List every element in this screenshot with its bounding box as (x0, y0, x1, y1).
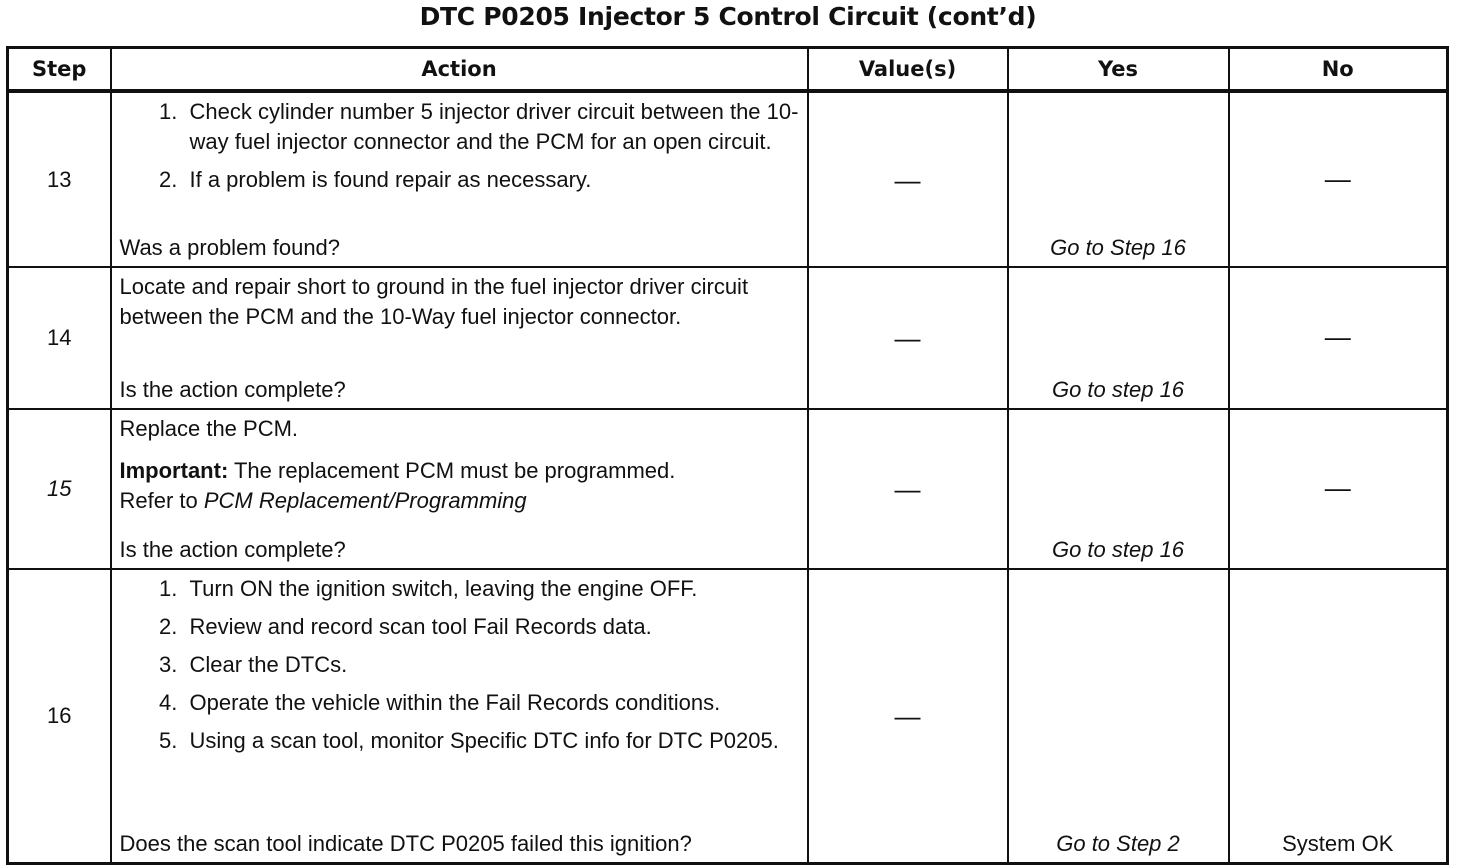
action-steps (120, 97, 799, 195)
yes-link[interactable]: Go to Step 2 (1056, 830, 1180, 856)
refer-prefix: Refer to (119, 488, 204, 513)
action-text: Replace the PCM. (119, 416, 299, 441)
no-result: System OK (1282, 830, 1394, 856)
yes-link[interactable]: Go to step 16 (1051, 537, 1185, 562)
step-number: 16 (8, 569, 111, 863)
action-cell (111, 569, 808, 863)
no-cell (1229, 91, 1448, 267)
action-question: Was a problem found? (119, 235, 341, 260)
value-cell: — (808, 267, 1008, 409)
action-text: Locate and repair short to ground in the fuel injector driver circuit between the PCM and the 10-Way fuel injector connector. (119, 274, 749, 329)
no-cell (1229, 267, 1448, 409)
header-step: Step (8, 48, 111, 92)
page-title: DTC P0205 Injector 5 Control Circuit (cont’d) (419, 2, 1037, 31)
action-cell (111, 91, 808, 267)
no-value: — (1324, 321, 1351, 352)
yes-link[interactable]: Go to step 16 (1051, 377, 1185, 402)
no-value: — (1324, 163, 1351, 193)
action-cell (111, 267, 808, 409)
important-text: The replacement PCM must be programmed. (228, 458, 676, 483)
action-step: 1. Check cylinder number 5 injector driver circuit between the 10-way fuel injector connector and the PCM for an open circuit. (184, 97, 799, 157)
important-note (120, 456, 799, 516)
refer-link[interactable]: PCM Replacement/Programming (203, 488, 527, 513)
header-values: Value(s) (808, 48, 1008, 92)
action-cell (111, 409, 808, 569)
action-steps (120, 574, 799, 756)
no-value: — (1324, 472, 1351, 503)
yes-cell (1008, 91, 1229, 267)
action-step: 1. Turn ON the ignition switch, leaving the engine OFF. (184, 574, 799, 604)
action-step: 3. Clear the DTCs. (184, 650, 799, 680)
yes-link[interactable]: Go to Step 16 (1050, 235, 1186, 260)
step-number: 14 (8, 267, 111, 409)
action-question: Is the action complete? (119, 377, 346, 402)
table-row (8, 569, 1448, 863)
table-row (8, 409, 1448, 569)
action-step: 2. Review and record scan tool Fail Records data. (184, 612, 799, 642)
value-cell: — (808, 91, 1008, 267)
table-row (8, 91, 1448, 267)
action-step: 5. Using a scan tool, monitor Specific DTC info for DTC P0205. (184, 726, 799, 756)
action-question: Is the action complete? (119, 537, 346, 562)
value-cell: — (808, 409, 1008, 569)
action-step: 2. If a problem is found repair as necessary. (184, 165, 799, 195)
table-row (8, 267, 1448, 409)
action-step: 4. Operate the vehicle within the Fail Records conditions. (184, 688, 799, 718)
header-row (8, 48, 1448, 92)
value-cell: — (808, 569, 1008, 863)
header-no: No (1229, 48, 1448, 92)
header-action: Action (111, 48, 808, 92)
yes-cell (1008, 409, 1229, 569)
header-yes: Yes (1008, 48, 1229, 92)
yes-cell (1008, 267, 1229, 409)
no-cell (1229, 569, 1448, 863)
important-label: Important: (119, 458, 229, 483)
action-question: Does the scan tool indicate DTC P0205 failed this ignition? (119, 830, 692, 856)
yes-cell (1008, 569, 1229, 863)
step-number: 13 (8, 91, 111, 267)
step-number: 15 (8, 409, 111, 569)
no-cell (1229, 409, 1448, 569)
diagnostic-table (6, 46, 1449, 865)
